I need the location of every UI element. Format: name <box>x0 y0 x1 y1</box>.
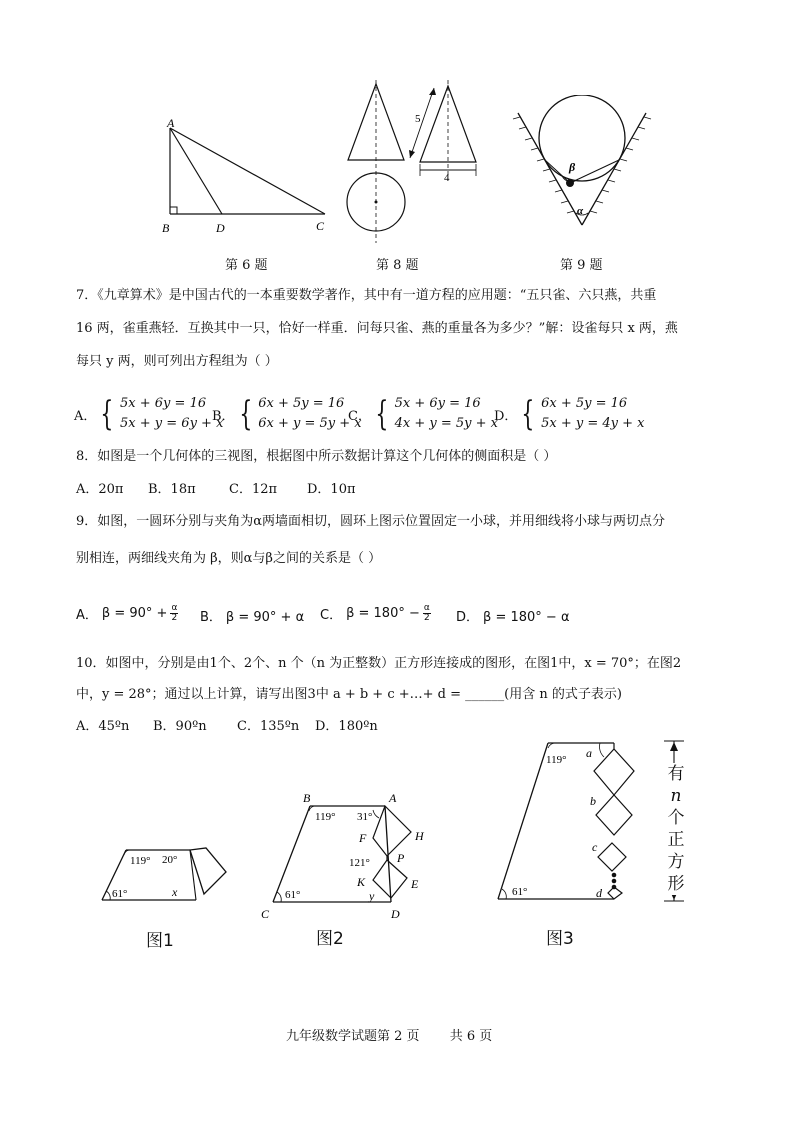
angle-61: 61° <box>512 886 528 898</box>
label-c: c <box>592 840 598 854</box>
q9-option-b[interactable] <box>200 606 304 625</box>
angle-119: 119° <box>315 811 336 823</box>
side-char-1: n <box>670 786 682 806</box>
vertex-P: P <box>397 851 405 865</box>
q7-option-a[interactable] <box>74 394 223 434</box>
label-y: y <box>369 889 375 903</box>
vertex-B: B <box>303 791 311 805</box>
q10-line-2: 中，y = 28°；通过以上计算，请写出图3中 a + b + c +…+ d = ______(用含 n 的式子表示) <box>76 687 622 702</box>
side-char-0: 有 <box>667 764 685 784</box>
q7-option-a-label: A． <box>74 408 97 424</box>
q7-c-eq1: 5x + 6y = 16 <box>394 396 481 411</box>
q8-text: 8．如图是一个几何体的三视图，根据图中所示数据计算这个几何体的侧面积是（ ） <box>76 449 557 464</box>
vertex-C: C <box>261 907 270 921</box>
q7-d-eq1: 6x + 5y = 16 <box>541 396 628 411</box>
q7-option-c-label: C． <box>348 408 371 424</box>
q9-option-c[interactable] <box>320 604 431 623</box>
alpha-label: α <box>577 205 584 217</box>
q7-option-d[interactable] <box>494 394 644 434</box>
slant-label: 5 <box>415 113 421 125</box>
q9-option-a[interactable] <box>76 604 178 623</box>
q7-line-1: 7．《九章算术》是中国古代的一本重要数学著作，其中有一道方程的应用题：“五只雀、六只燕，共重 <box>76 288 657 303</box>
q9-option-d[interactable] <box>456 606 570 625</box>
q7-option-d-label: D． <box>494 408 518 424</box>
vertex-K: K <box>357 875 366 889</box>
q9-d-expr: β = 180° − α <box>483 610 570 625</box>
q7-line-3: 每只 y 两，则可列出方程组为（ ） <box>76 354 278 369</box>
page-footer <box>286 1025 492 1044</box>
q9-c-num: α <box>423 603 430 613</box>
brace-icon: { <box>100 394 114 434</box>
q9-a-expr: β = 90° + <box>101 606 168 621</box>
q9-c-den: 2 <box>423 613 430 623</box>
side-char-3: 正 <box>667 830 685 850</box>
vertex-F: F <box>359 831 367 845</box>
q9-line-2: 别相连，两细线夹角为 β，则α与β之间的关系是（ ） <box>76 551 382 566</box>
brace-icon: { <box>375 394 389 434</box>
vertex-H: H <box>415 829 424 843</box>
angle-119: 119° <box>546 754 567 766</box>
label-C: C <box>316 219 325 233</box>
figure-8-caption: 第 8 题 <box>376 258 419 273</box>
figure-6-caption: 第 6 题 <box>225 258 268 273</box>
q9-c-fraction <box>423 604 431 623</box>
q10-line-1: 10．如图中，分别是由1个、2个、n 个（n 为正整数）正方形连接成的图形，在图1中，x = 70°；在图2 <box>76 656 682 671</box>
label-a: a <box>586 746 592 760</box>
q9-a-label: A． <box>76 608 98 623</box>
label-B: B <box>162 221 170 235</box>
label-x: x <box>172 885 178 899</box>
q9-a-num: α <box>171 603 178 613</box>
q9-c-expr: β = 180° − <box>346 606 420 621</box>
brace-icon: { <box>521 394 535 434</box>
q8-option-c[interactable]: C．12π <box>229 482 278 497</box>
angle-121: 121° <box>349 857 370 869</box>
q7-option-c[interactable] <box>348 394 498 434</box>
figure-9-caption: 第 9 题 <box>560 258 603 273</box>
q7-b-eq2: 6x + y = 5y + x <box>258 416 362 431</box>
side-label-column <box>664 763 688 895</box>
beta-label: β <box>569 160 576 174</box>
label-b: b <box>590 794 596 808</box>
figure-10-2-caption: 图2 <box>316 929 344 949</box>
angle-61: 61° <box>112 888 128 900</box>
footer-total: 共 6 页 <box>449 1029 493 1044</box>
q7-a-eq2: 5x + y = 6y + x <box>120 416 224 431</box>
footer-page: 九年级数学试题第 2 页 <box>286 1029 420 1044</box>
angle-61: 61° <box>285 889 301 901</box>
q10-option-d[interactable]: D．180ºn <box>315 719 378 734</box>
q7-line-2: 16 两，雀重燕轻．互换其中一只，恰好一样重．问每只雀、燕的重量各为多少？”解：设雀每只 x 两，燕 <box>76 321 678 336</box>
q9-c-label: C． <box>320 608 343 623</box>
q9-b-expr: β = 90° + α <box>225 610 305 625</box>
q9-line-1: 9．如图，一圆环分别与夹角为α两墙面相切，圆环上图示位置固定一小球，并用细线将小球与两切点分 <box>76 514 666 529</box>
q9-a-den: 2 <box>171 613 178 623</box>
q7-option-b[interactable] <box>212 394 362 434</box>
figure-6 <box>150 110 350 240</box>
figure-10-3-caption: 图3 <box>546 929 574 949</box>
q7-a-eq1: 5x + 6y = 16 <box>120 396 207 411</box>
vertex-E: E <box>411 877 419 891</box>
base-label: 4 <box>444 172 450 184</box>
vertex-A: A <box>389 791 397 805</box>
label-D: D <box>216 221 225 235</box>
side-char-2: 个 <box>667 808 685 828</box>
q9-b-label: B． <box>200 610 222 625</box>
side-char-4: 方 <box>667 852 685 872</box>
angle-119: 119° <box>130 855 151 867</box>
q8-option-a[interactable]: A．20π <box>76 482 124 497</box>
q9-a-fraction <box>170 604 178 623</box>
q8-option-b[interactable]: B．18π <box>148 482 196 497</box>
angle-20: 20° <box>162 854 178 866</box>
side-char-5: 形 <box>667 874 685 894</box>
q7-b-eq1: 6x + 5y = 16 <box>258 396 345 411</box>
q7-d-eq2: 5x + y = 4y + x <box>541 416 645 431</box>
q7-option-b-label: B． <box>212 408 235 424</box>
q10-option-c[interactable]: C．135ºn <box>237 719 300 734</box>
brace-icon: { <box>238 394 252 434</box>
vertex-D: D <box>391 907 400 921</box>
figure-10-2 <box>255 790 445 930</box>
q10-option-a[interactable]: A．45ºn <box>76 719 130 734</box>
figure-10-1 <box>96 838 246 908</box>
q8-option-d[interactable]: D．10π <box>307 482 356 497</box>
q7-c-eq2: 4x + y = 5y + x <box>394 416 498 431</box>
figure-9 <box>510 95 655 235</box>
angle-31: 31° <box>357 811 373 823</box>
label-A: A <box>167 116 175 130</box>
label-d: d <box>596 886 602 900</box>
figure-10-1-caption: 图1 <box>146 931 174 951</box>
q9-d-label: D． <box>456 610 480 625</box>
figure-8 <box>340 78 490 248</box>
q10-option-b[interactable]: B．90ºn <box>153 719 207 734</box>
